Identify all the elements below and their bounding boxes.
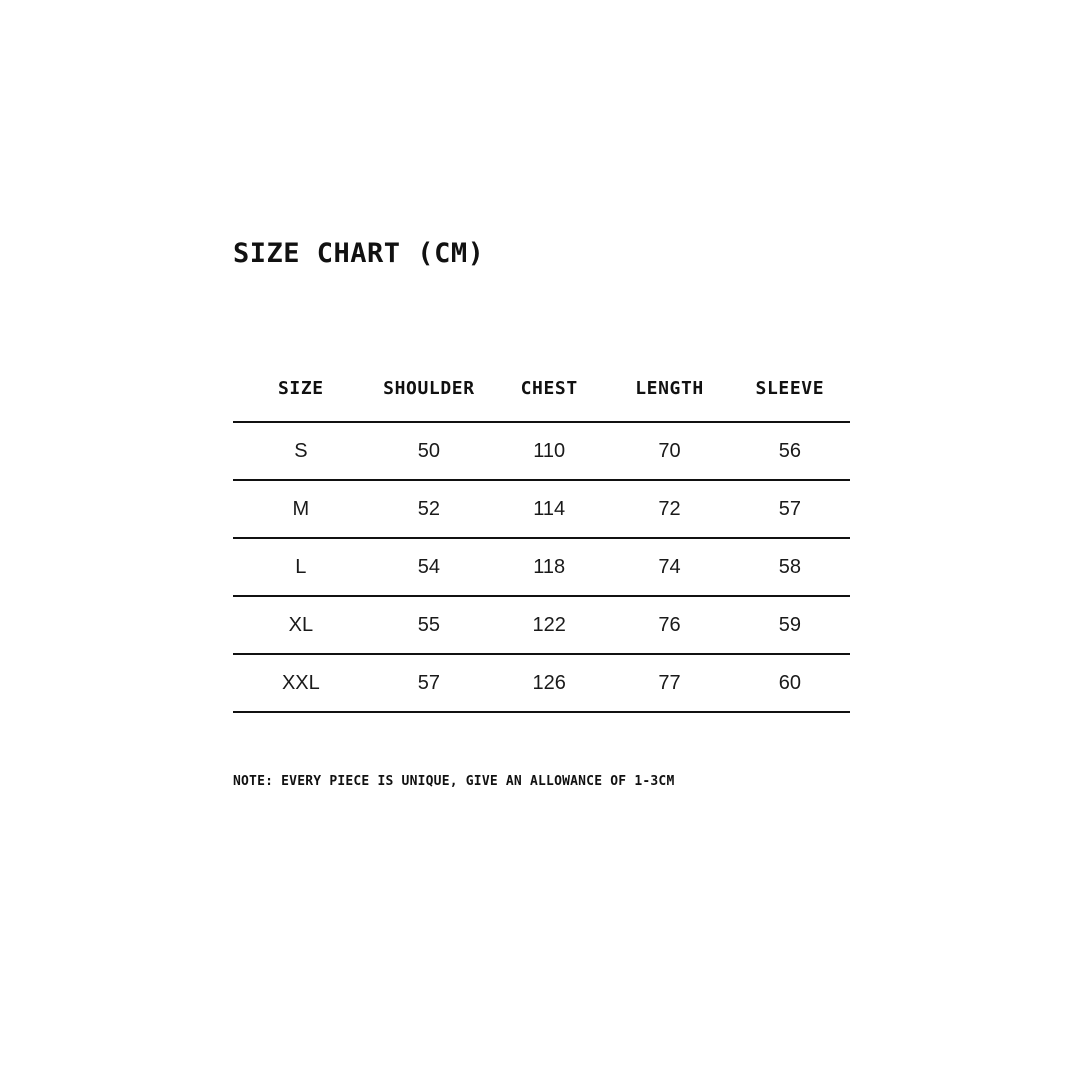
cell-chest: 126 [489,654,609,712]
table-row [233,596,850,654]
cell-sleeve: 59 [730,596,850,654]
cell-sleeve: 57 [730,480,850,538]
column-header-sleeve: SLEEVE [730,378,850,422]
cell-chest: 114 [489,480,609,538]
cell-shoulder: 55 [369,596,489,654]
size-chart-table [233,378,850,713]
cell-size: L [233,538,369,596]
column-header-size: SIZE [233,378,369,422]
cell-shoulder: 52 [369,480,489,538]
cell-length: 74 [609,538,729,596]
page-title: SIZE CHART (CM) [233,238,485,269]
size-chart-table-wrapper [233,378,850,713]
cell-shoulder: 54 [369,538,489,596]
column-header-shoulder: SHOULDER [369,378,489,422]
table-row [233,654,850,712]
column-header-chest: CHEST [489,378,609,422]
cell-sleeve: 56 [730,422,850,480]
cell-size: XL [233,596,369,654]
cell-size: M [233,480,369,538]
cell-shoulder: 50 [369,422,489,480]
cell-length: 77 [609,654,729,712]
table-row [233,538,850,596]
cell-sleeve: 58 [730,538,850,596]
cell-size: XXL [233,654,369,712]
cell-length: 72 [609,480,729,538]
table-row [233,480,850,538]
allowance-note: NOTE: EVERY PIECE IS UNIQUE, GIVE AN ALLOWANCE OF 1-3CM [233,774,675,789]
cell-chest: 110 [489,422,609,480]
column-header-length: LENGTH [609,378,729,422]
cell-length: 70 [609,422,729,480]
cell-shoulder: 57 [369,654,489,712]
table-header-row [233,378,850,422]
table-row [233,422,850,480]
cell-chest: 122 [489,596,609,654]
cell-chest: 118 [489,538,609,596]
cell-size: S [233,422,369,480]
cell-length: 76 [609,596,729,654]
cell-sleeve: 60 [730,654,850,712]
